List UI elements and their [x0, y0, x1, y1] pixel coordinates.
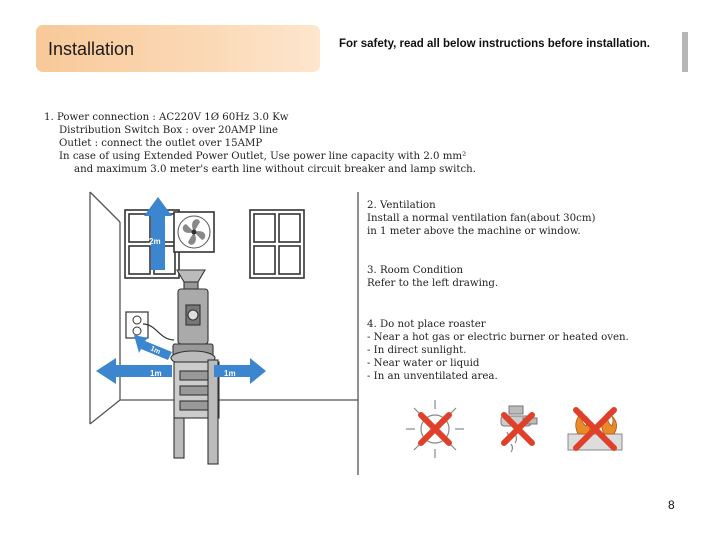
ventilation-line-2: Install a normal ventilation fan(about 30cm): [367, 213, 596, 224]
safety-note: For safety, read all below instructions before installation.: [339, 38, 650, 50]
power-connection-section: [44, 111, 476, 176]
no-sunlight-icon: [404, 398, 466, 460]
no-gas-burner-icon: [564, 398, 626, 460]
clearance-arrow-right: [214, 358, 266, 384]
power-line-4: In case of using Extended Power Outlet, Use power line capacity with 2.0 mm²: [59, 151, 467, 162]
power-line-5: and maximum 3.0 meter's earth line without circuit breaker and lamp switch.: [74, 164, 476, 175]
room-line-2: Refer to the left drawing.: [367, 278, 499, 289]
ventilation-section: [367, 199, 595, 238]
label-diag-1m: 1m: [149, 345, 162, 356]
roaster-line-1: 4. Do not place roaster: [367, 319, 486, 330]
label-left-1m: 1m: [150, 369, 162, 378]
roaster-placement-section: [367, 318, 629, 383]
roaster-line-4: - Near water or liquid: [367, 358, 480, 369]
title-box: [36, 25, 320, 72]
ventilation-line-1: 2. Ventilation: [367, 200, 436, 211]
page-number: 8: [668, 498, 675, 512]
outlet-icon: [126, 312, 148, 338]
roaster-machine-icon: [171, 270, 219, 464]
installation-diagram: [88, 190, 368, 480]
label-2m: 2m: [149, 237, 161, 246]
window-right: [250, 210, 304, 278]
power-line-3: Outlet : connect the outlet over 15AMP: [59, 138, 263, 149]
roaster-line-5: - In an unventilated area.: [367, 371, 498, 382]
room-line-1: 3. Room Condition: [367, 265, 464, 276]
power-line-2: Distribution Switch Box : over 20AMP line: [59, 125, 279, 136]
side-bar-decoration: [682, 32, 688, 72]
room-condition-section: [367, 264, 498, 290]
roaster-line-3: - In direct sunlight.: [367, 345, 467, 356]
ventilation-fan-icon: [174, 212, 214, 252]
no-water-icon: [487, 398, 549, 460]
ventilation-line-3: in 1 meter above the machine or window.: [367, 226, 581, 237]
label-right-1m: 1m: [224, 369, 236, 378]
page-title: Installation: [48, 39, 135, 59]
power-line-1: 1. Power connection : AC220V 1Ø 60Hz 3.0 Kw: [44, 112, 289, 123]
roaster-line-2: - Near a hot gas or electric burner or heated oven.: [367, 332, 629, 343]
